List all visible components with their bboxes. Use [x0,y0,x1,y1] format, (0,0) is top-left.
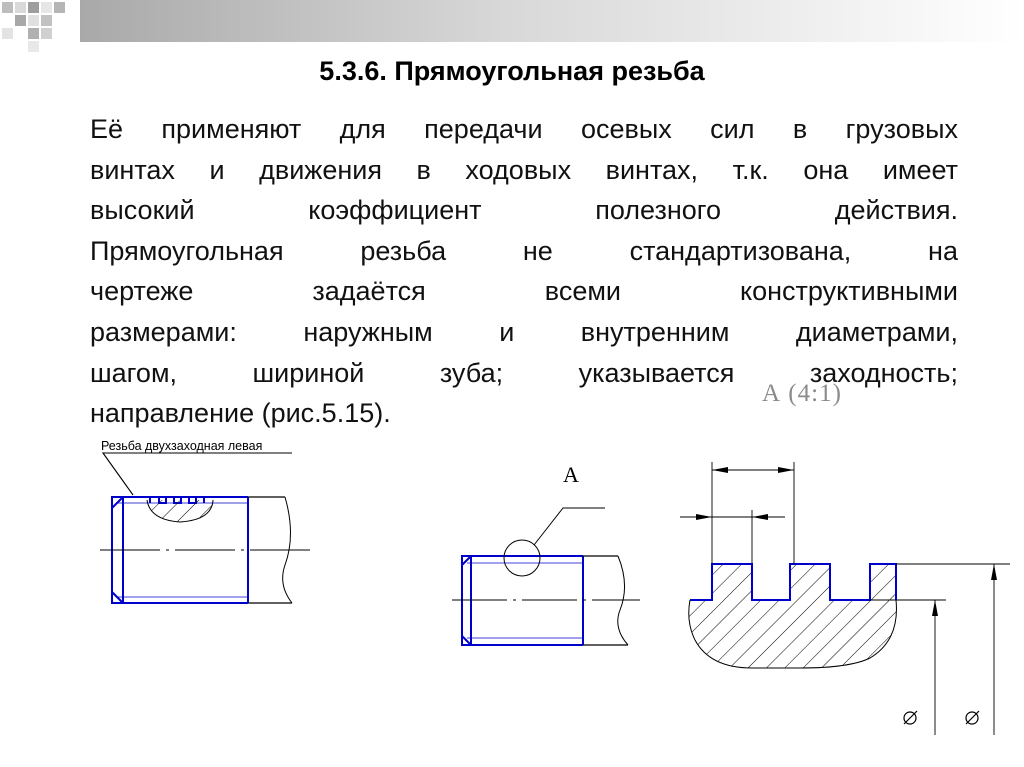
paragraph-line: Её применяют для передачи осевых сил в грузовых [90,114,958,144]
paragraph-line: чертеже задаётся всеми конструктивными [90,276,958,307]
paragraph-line: Прямоугольная резьба не стандартизована, на [90,235,958,266]
screw-view-2 [452,508,640,645]
screw-outline-2 [462,556,583,645]
break-line [618,556,628,645]
paragraph-line: высокий коэффициент полезного действия. [90,195,958,226]
view-a-label: А [563,462,579,487]
thread-note-label: Резьба двухзаходная левая [101,439,263,453]
detail-leader-line [534,508,605,545]
screw-view-1 [100,453,310,603]
note-leader-line [103,453,292,495]
detail-circle [504,540,540,576]
paragraph-line: размерами: наружным и внутренним диаметрами, [90,316,958,347]
paragraph-line: направление (рис.5.15). [90,398,391,429]
detail-view [680,462,1010,735]
slide-title: 5.3.6. Прямоугольная резьба [319,56,705,86]
detail-scale-label: А (4:1) [762,380,842,407]
paragraph-line: винтах и движения в ходовых винтах, т.к. она имеет [90,154,958,185]
paragraph-line: шагом, шириной зуба; указывается заходность; [90,357,958,388]
detail-hatch [689,564,897,668]
